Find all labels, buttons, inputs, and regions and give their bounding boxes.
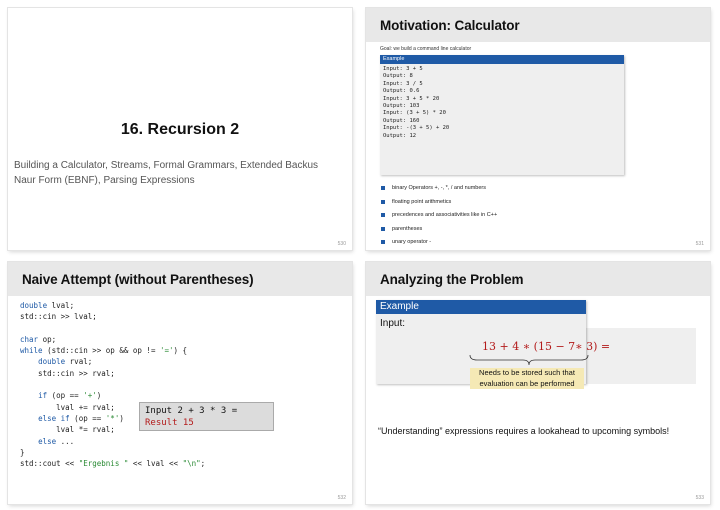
section-subtitle: Building a Calculator, Streams, Formal Grammars, Extended Backus Naur Form (EBNF), Parsing Expressions <box>14 160 319 186</box>
code-line: } <box>20 447 25 457</box>
example-line: Input: 3 + 5 * 20 <box>383 95 440 102</box>
example-line: Output: 160 <box>383 117 420 124</box>
bullet-item: unary operator - <box>380 238 700 250</box>
bullet-item: binary Operators +, -, *, / and numbers <box>380 184 700 198</box>
code-line: char op; <box>20 334 57 344</box>
code-line: lval *= rval; <box>20 425 115 435</box>
slide-header <box>366 262 710 296</box>
bullet-list <box>380 184 700 250</box>
code-line <box>20 323 348 334</box>
slide-header <box>366 8 710 42</box>
code-line: std::cin >> rval; <box>20 368 115 378</box>
code-line: lval += rval; <box>20 402 115 412</box>
example-block-label: Example <box>380 55 624 64</box>
example-line: Input: -(3 + 5) + 20 <box>383 125 450 132</box>
bullet-item: floating point arithmetics <box>380 198 700 212</box>
slide-recursion-title <box>8 8 352 250</box>
slide-title: Motivation: Calculator <box>380 18 520 33</box>
underbrace-icon <box>469 354 589 366</box>
example-line: Output: 12 <box>383 132 417 139</box>
code-line: if (op == '+') <box>38 391 102 401</box>
page-number: 533 <box>695 495 704 501</box>
example-line: Output: 0.6 <box>383 88 420 95</box>
page-number: 531 <box>695 241 704 247</box>
goal-text: Goal: we build a command line calculator <box>380 46 472 52</box>
example-block <box>380 55 624 175</box>
slide-title: Analyzing the Problem <box>380 272 524 287</box>
code-line: double rval; <box>38 357 93 367</box>
example-line: Input: 3 + 5 <box>383 66 423 72</box>
annotation-note: Needs to be stored such that evaluation can be performed <box>470 368 584 389</box>
code-line <box>20 379 348 390</box>
page-number: 530 <box>337 241 346 247</box>
slide-motivation <box>366 8 710 250</box>
io-input-line: Input 2 + 3 * 3 = <box>145 406 238 416</box>
io-example-box <box>139 402 274 431</box>
code-line: while (std::cin >> op && op != '=') { <box>20 346 188 356</box>
example-block-label: Example <box>376 300 586 314</box>
code-line: else if (op == '*') <box>38 413 124 423</box>
code-line: std::cout << "Ergebnis " << lval << "\n"; <box>20 459 206 469</box>
example-line: Input: (3 + 5) * 20 <box>383 110 446 117</box>
section-title: 16. Recursion 2 <box>120 121 240 138</box>
page-number: 532 <box>337 495 346 501</box>
code-line: std::cin >> lval; <box>20 312 97 322</box>
bullet-item: precedences and associativities like in C++ <box>380 211 700 225</box>
slide-analyzing-problem <box>366 262 710 504</box>
bullet-item: parentheses <box>380 225 700 239</box>
code-block <box>20 300 348 469</box>
example-line: Output: 8 <box>383 73 413 80</box>
example-line: Input: 3 / 5 <box>383 80 423 87</box>
io-result-line: Result 15 <box>145 417 194 428</box>
example-line: Output: 103 <box>383 103 420 110</box>
code-line: else ... <box>38 436 75 446</box>
slide-naive-attempt <box>8 262 352 504</box>
input-label: Input: <box>380 318 406 329</box>
math-expression: 13 + 4 ∗ (15 − 7∗ 3) = <box>482 340 611 353</box>
code-line: double lval; <box>20 301 75 310</box>
slide-header <box>8 262 352 296</box>
understanding-text: “Understanding” expressions requires a lookahead to upcoming symbols! <box>378 426 670 436</box>
slide-title: Naive Attempt (without Parentheses) <box>22 272 254 287</box>
